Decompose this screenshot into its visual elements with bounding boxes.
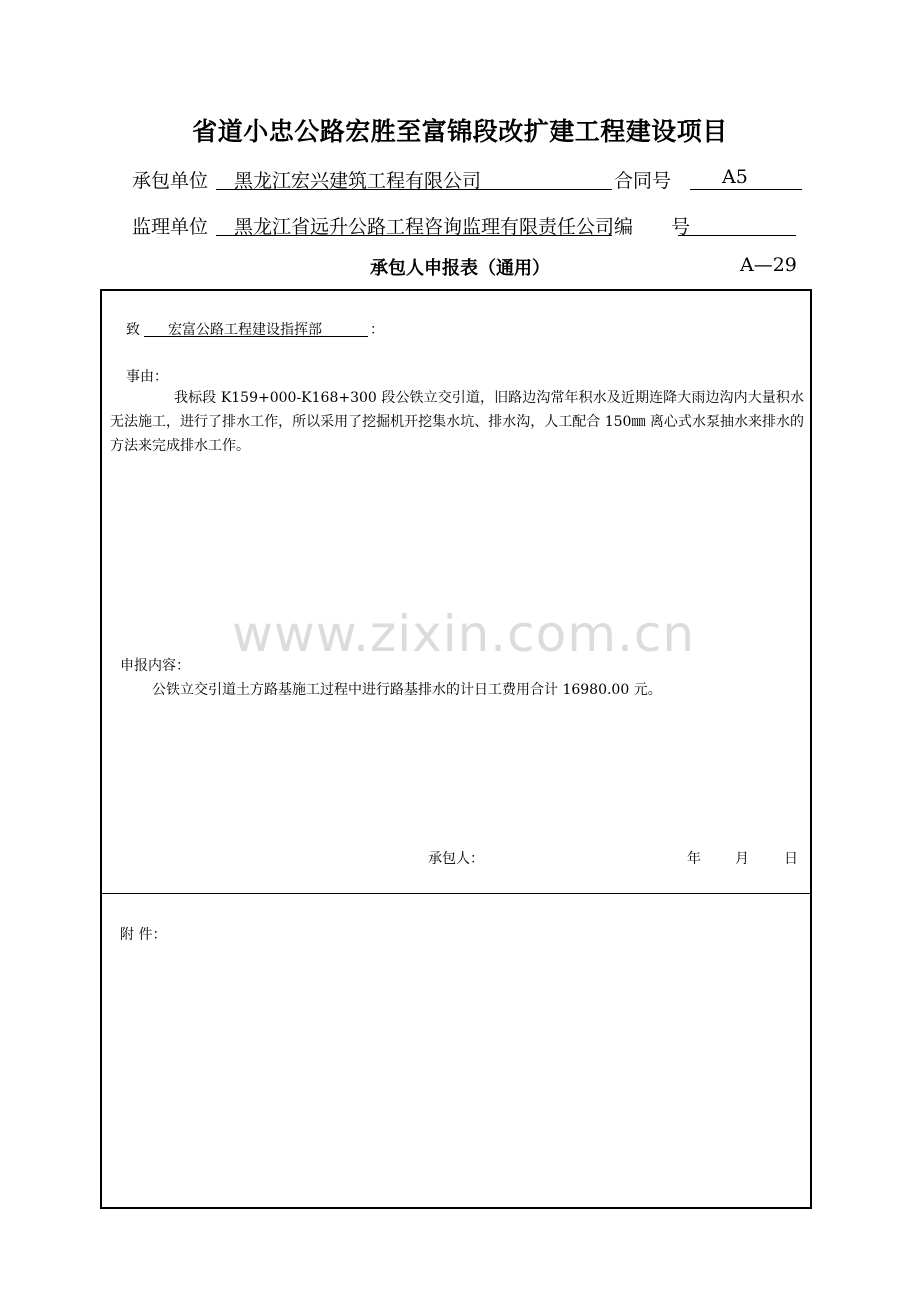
supervisor-label: 监理单位 xyxy=(132,216,209,238)
contract-no-value: A5 xyxy=(722,166,748,188)
signature-month: 月 xyxy=(735,851,749,867)
form-divider xyxy=(100,893,812,894)
contractor-label: 承包单位 xyxy=(132,170,209,192)
form-title: 承包人申报表（通用） xyxy=(370,258,550,279)
attachment-label: 附 件： xyxy=(120,927,167,943)
contract-no-label: 合同号 xyxy=(614,170,672,192)
supervisor-value: 黑龙江省远升公路工程咨询监理有限责任公司 xyxy=(234,216,615,238)
watermark: www.zixin.com.cn xyxy=(232,605,696,663)
signature-label: 承包人： xyxy=(428,851,484,867)
project-title: 省道小忠公路宏胜至富锦段改扩建工程建设项目 xyxy=(192,117,728,146)
contract-no-underline xyxy=(690,189,802,190)
to-value: 宏富公路工程建设指挥部 xyxy=(168,322,322,338)
declaration-text: 公铁立交引道土方路基施工过程中进行路基排水的计日工费用合计 16980.00 元。 xyxy=(152,682,662,698)
contractor-value: 黑龙江宏兴建筑工程有限公司 xyxy=(234,170,482,192)
signature-year: 年 xyxy=(687,851,701,867)
reason-label: 事由： xyxy=(126,369,168,385)
form-code: A—29 xyxy=(740,254,797,276)
serial-no-underline xyxy=(678,235,796,236)
reason-text: 我标段 K159+000-K168+300 段公铁立交引道，旧路边沟常年积水及近期连降大雨边沟内大量积水无法施工，进行了排水工作，所以采用了挖掘机开挖集水坑、排水沟，人工配合 150㎜ 离心式水泵抽水来排水的方法来完成排水工作。 xyxy=(110,390,804,454)
serial-no-label: 编 号 xyxy=(614,216,691,238)
to-label: 致 xyxy=(126,322,140,338)
signature-day: 日 xyxy=(784,851,798,867)
to-suffix: ： xyxy=(370,322,384,338)
declaration-label: 申报内容： xyxy=(120,658,190,674)
